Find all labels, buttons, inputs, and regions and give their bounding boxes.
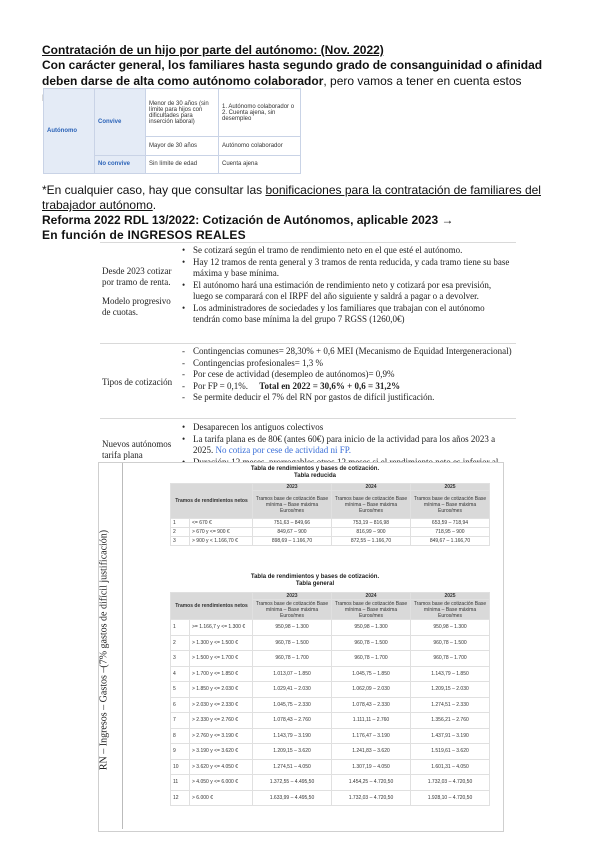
table-cell: > 6.000 € — [190, 790, 253, 806]
year-header: 2023 — [253, 484, 332, 491]
cell-autonomo: Autónomo — [44, 89, 95, 174]
table-row — [171, 744, 490, 760]
divider — [100, 343, 516, 344]
sec2-item: - Contingencias profesionales= 1,3 % — [182, 358, 512, 370]
cell-r3-opt: Cuenta ajena — [219, 155, 301, 173]
reduced-table — [170, 483, 490, 546]
table-cell: 653,59 – 718,94 — [411, 519, 490, 528]
intro-rest: , pero vamos a tener en cuenta estos — [323, 74, 522, 88]
table-cell: > 1.500 y <= 1.700 € — [190, 651, 253, 667]
cell-r3-cond: Sin límite de edad — [146, 155, 219, 173]
year-header: 2023 — [253, 593, 332, 600]
table-row — [171, 651, 490, 667]
divider — [100, 242, 516, 243]
table-cell: 1.209,15 – 2.030 — [411, 682, 490, 698]
divider — [122, 463, 123, 829]
reduced-caption-1: Tabla de rendimientos y bases de cotización. — [250, 466, 380, 472]
table-cell: 960,78 – 1.500 — [253, 635, 332, 651]
table-cell: 8 — [171, 728, 190, 744]
table-cell: 1.143,79 – 3.190 — [253, 728, 332, 744]
cell-r2-opt: Autónomo colaborador — [219, 137, 301, 155]
table-cell: 950,98 – 1.300 — [411, 620, 490, 636]
table-cell: > 900 y < 1.166,70 € — [190, 537, 253, 546]
table-cell: 849,67 – 900 — [253, 528, 332, 537]
year-header: 2024 — [332, 593, 411, 600]
table-cell: 960,78 – 1.500 — [411, 635, 490, 651]
year-header: 2024 — [332, 484, 411, 491]
table-cell: 1 — [171, 519, 190, 528]
table-cell: 1.241,83 – 3.620 — [332, 744, 411, 760]
table-cell: 2 — [171, 635, 190, 651]
table-cell: 950,98 – 1.300 — [253, 620, 332, 636]
table-cell: 898,69 – 1.166,70 — [253, 537, 332, 546]
table-cell: > 3.190 y <= 3.620 € — [190, 744, 253, 760]
sec3-label: Nuevos autónomos tarifa plana — [102, 439, 172, 460]
vertical-rn-label: RN – Ingresos – Gastos –(7% gastos de difícil justificación) — [98, 529, 110, 771]
table-cell: 3 — [171, 651, 190, 667]
table-cell: > 2.330 y <= 2.760 € — [190, 713, 253, 729]
general-caption-2: Tabla general — [295, 581, 335, 587]
table-cell: 872,55 – 1.166,70 — [332, 537, 411, 546]
general-head-tramos: Tramos de rendimientos netos — [171, 593, 253, 620]
table-cell: 960,78 – 1.700 — [332, 651, 411, 667]
table-cell: 1.601,31 – 4.050 — [411, 759, 490, 775]
table-cell: <= 670 € — [190, 519, 253, 528]
table-cell: 1.029,41 – 2.030 — [253, 682, 332, 698]
reduced-head-tramos: Tramos de rendimientos netos — [171, 484, 253, 519]
page-heading: Contratación de un hijo por parte del autónomo: (Nov. 2022) — [42, 43, 384, 57]
cell-convive: Convive — [95, 89, 146, 156]
table-row — [171, 790, 490, 806]
table-cell: 950,98 – 1.300 — [332, 620, 411, 636]
sec1-label-b: Modelo progresivo de cuotas. — [102, 296, 171, 317]
table-row — [171, 697, 490, 713]
table-cell: 1.176,47 – 3.190 — [332, 728, 411, 744]
note-link[interactable]: bonificaciones para la contratación de familiares del trabajador autónomo — [42, 183, 541, 212]
table-row — [171, 635, 490, 651]
table-row — [171, 620, 490, 636]
general-caption-1: Tabla de rendimientos y bases de cotización. — [250, 574, 380, 580]
table-cell: 11 — [171, 775, 190, 791]
table-cell: 1.274,51 – 4.050 — [253, 759, 332, 775]
table-cell: 4 — [171, 666, 190, 682]
table-cell: 3 — [171, 537, 190, 546]
col-head: Tramos base de cotización Base mínima – Base máxima Euros/mes — [253, 491, 332, 519]
table-cell: 1.454,25 – 4.720,50 — [332, 775, 411, 791]
sec2-item — [182, 381, 512, 393]
sec2-label: Tipos de cotización — [102, 377, 173, 387]
col-head: Tramos base de cotización Base mínima – Base máxima Euros/mes — [411, 600, 490, 620]
reduced-caption-2: Tabla reducida — [294, 473, 336, 479]
sec1-label-a: Desde 2023 cotizar por tramo de renta. — [102, 266, 172, 287]
col-head: Tramos base de cotización Base mínima – Base máxima Euros/mes — [253, 600, 332, 620]
table-row — [171, 713, 490, 729]
sec1-bullet: • Se cotizará según el tramo de rendimiento neto en el que esté el autónomo. — [182, 245, 512, 257]
table-cell: 960,78 – 1.700 — [411, 651, 490, 667]
col-head: Tramos base de cotización Base mínima – Base máxima Euros/mes — [411, 491, 490, 519]
table-row — [171, 759, 490, 775]
note-pre: *En cualquier caso, hay que consultar las — [42, 183, 266, 197]
cell-no-convive: No convive — [95, 155, 146, 173]
r1-opt-2: 2. Cuenta ajena, sin desempleo — [222, 109, 276, 122]
sec1-bullet: • Hay 12 tramos de renta general y 3 tramos de renta reducida, y cada tramo tiene su base máxima y base mínima. — [182, 257, 512, 280]
note-post: . — [152, 198, 157, 212]
table-cell: 849,67 – 1.166,70 — [411, 537, 490, 546]
table-row — [171, 528, 490, 537]
col-head: Tramos base de cotización Base mínima – Base máxima Euros/mes — [332, 600, 411, 620]
table-cell: 1.078,43 – 2.760 — [253, 713, 332, 729]
sec2-fp: Por FP = 0,1%. — [193, 380, 249, 391]
table-cell: 1.274,51 – 2.330 — [411, 697, 490, 713]
table-cell: 1.519,61 – 3.620 — [411, 744, 490, 760]
table-cell: 10 — [171, 759, 190, 775]
table-cell: 1.356,21 – 2.760 — [411, 713, 490, 729]
table-cell: 718,95 – 900 — [411, 528, 490, 537]
reform-subtitle: En función de INGRESOS REALES — [42, 228, 246, 242]
table-row — [171, 728, 490, 744]
table-cell: 751,63 – 849,66 — [253, 519, 332, 528]
intro-bold: Con carácter general, los familiares hasta segundo grado de consanguinidad o afinidad deben darse de alta como autónomo colaborador — [42, 58, 543, 88]
table-cell: 1.143,79 – 1.850 — [411, 666, 490, 682]
sec2-total: Total en 2022 = 30,6% + 0,6 = 31,2% — [259, 380, 401, 391]
table-cell: 1.013,07 – 1.850 — [253, 666, 332, 682]
table-row — [171, 519, 490, 528]
r1-opt-1: 1. Autónomo colaborador o — [222, 103, 295, 110]
table-cell: 816,99 – 900 — [332, 528, 411, 537]
table-cell: 1 — [171, 620, 190, 636]
table-cell: > 1.300 y <= 1.500 € — [190, 635, 253, 651]
table-cell: >= 1.166,7 y <= 1.300 € — [190, 620, 253, 636]
cell-r1-cond: Menor de 30 años (sin límite para hijos con dificultades para inserción laboral) — [146, 89, 219, 137]
note-paragraph — [42, 183, 562, 213]
sec2-item: - Contingencias comunes= 28,30% + 0,6 MEI (Mecanismo de Equidad Intergeneracional) — [182, 346, 512, 358]
table-cell: 1.928,10 – 4.720,50 — [411, 790, 490, 806]
table-row — [171, 537, 490, 546]
table-row — [171, 682, 490, 698]
reform-title: Reforma 2022 RDL 13/2022: Cotización de Autónomos, aplicable 2023 → — [42, 213, 454, 227]
table-cell: 2 — [171, 528, 190, 537]
sec3-bullet: • Desaparecen los antiguos colectivos — [182, 422, 512, 434]
sec2-item: - Se permite deducir el 7% del RN por gastos de difícil justificación. — [182, 392, 512, 404]
cell-r2-cond: Mayor de 30 años — [146, 137, 219, 155]
table-cell: 9 — [171, 744, 190, 760]
table-cell: > 670 y <= 900 € — [190, 528, 253, 537]
table-cell: 1.111,11 – 2.760 — [332, 713, 411, 729]
col-head: Tramos base de cotización Base mínima – Base máxima Euros/mes — [332, 491, 411, 519]
table-cell: > 2.030 y <= 2.330 € — [190, 697, 253, 713]
table-cell: 1.045,75 – 2.330 — [253, 697, 332, 713]
table-cell: 960,78 – 1.700 — [253, 651, 332, 667]
sec3-bullet — [182, 434, 512, 457]
table-cell: > 1.850 y <= 2.030 € — [190, 682, 253, 698]
table-cell: 1.437,91 – 3.190 — [411, 728, 490, 744]
sec1-bullet: • Los administradores de sociedades y los familiares que trabajan con el autónomo tendrán como base mínima la del grupo 7 RGSS (1260,0€) — [182, 303, 512, 326]
sec2-list — [182, 346, 512, 404]
sec3-no-cese: No cotiza por cese de actividad ni FP. — [215, 445, 351, 455]
sec3-plana: La tarifa plana es de 80€ (antes 60€) para inicio de la actividad para los años 2023 a 2025. — [193, 433, 496, 455]
table-row — [171, 666, 490, 682]
table-cell: > 3.620 y <= 4.050 € — [190, 759, 253, 775]
table-cell: 1.633,99 – 4.495,50 — [253, 790, 332, 806]
table-cell: 12 — [171, 790, 190, 806]
table-cell: 1.078,43 – 2.330 — [332, 697, 411, 713]
table-cell: 1.732,03 – 4.720,50 — [332, 790, 411, 806]
cell-r1-opts — [219, 89, 301, 137]
table-cell: 1.045,75 – 1.850 — [332, 666, 411, 682]
table-cell: 7 — [171, 713, 190, 729]
table-row — [171, 775, 490, 791]
table-cell: > 2.760 y <= 3.190 € — [190, 728, 253, 744]
year-header: 2025 — [411, 593, 490, 600]
general-table — [170, 592, 490, 806]
table-cell: 960,78 – 1.500 — [332, 635, 411, 651]
sec2-item: - Por cese de actividad (desempleo de autónomos)= 0,9% — [182, 369, 512, 381]
sec1-bullets — [182, 245, 512, 326]
table-cell: 5 — [171, 682, 190, 698]
table-cell: 753,19 – 816,98 — [332, 519, 411, 528]
table-cell: 1.307,19 – 4.050 — [332, 759, 411, 775]
table-cell: > 4.050 y <= 6.000 € — [190, 775, 253, 791]
sec1-bullet: • El autónomo hará una estimación de rendimiento neto y cotizará por esa previsión, luego se comparará con el IRPF del año siguiente y saldrá a pagar o a devolver. — [182, 280, 512, 303]
table-cell: > 1.700 y <= 1.850 € — [190, 666, 253, 682]
year-header: 2025 — [411, 484, 490, 491]
table-cell: 1.372,55 – 4.495,50 — [253, 775, 332, 791]
table-cell: 1.732,03 – 4.720,50 — [411, 775, 490, 791]
divider — [100, 418, 516, 419]
family-rules-table — [43, 88, 301, 174]
table-cell: 1.062,09 – 2.030 — [332, 682, 411, 698]
table-cell: 6 — [171, 697, 190, 713]
table-cell: 1.209,15 – 3.620 — [253, 744, 332, 760]
